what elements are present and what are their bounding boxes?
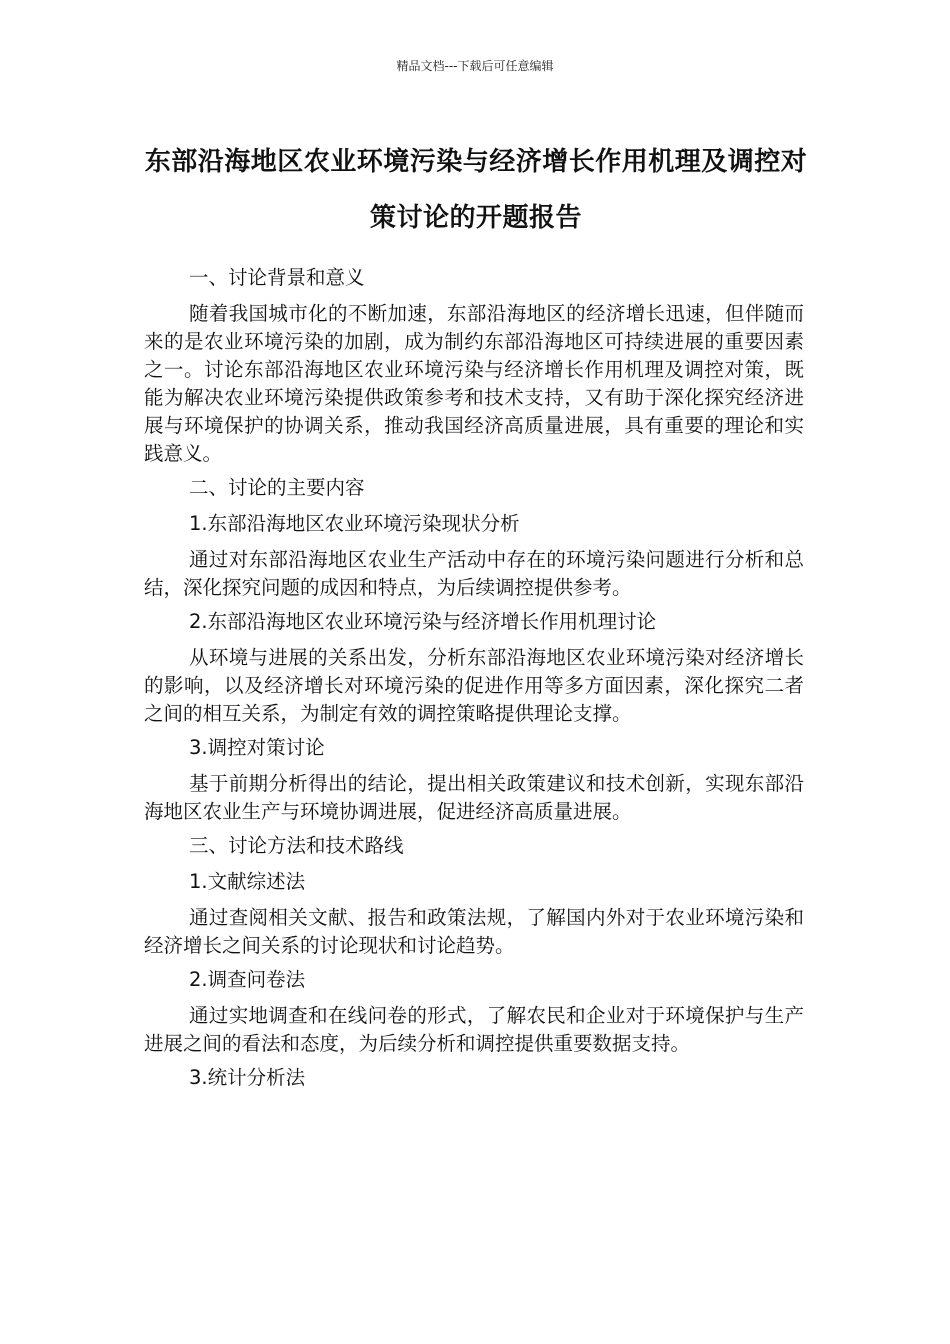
subsection-heading: 2.调查问卷法 [189,968,306,991]
section-heading: 三、讨论方法和技术路线 [189,834,404,857]
body-paragraph: 通过实地调查和在线问卷的形式，了解农民和企业对于环境保护与生产进展之间的看法和态度，为后续分析和调控提供重要数据支持。 [144,1004,804,1055]
body-paragraph: 通过对东部沿海地区农业生产活动中存在的环境污染问题进行分析和总结，深化探究问题的成因和特点，为后续调控提供参考。 [144,548,804,599]
subsection-heading: 3.统计分析法 [189,1066,306,1089]
page-header: 精品文档---下载后可任意编辑 [396,59,554,73]
subsection-heading: 1.东部沿海地区农业环境污染现状分析 [189,512,520,535]
subsection-heading: 1.文献综述法 [189,870,306,893]
body-paragraph: 基于前期分析得出的结论，提出相关政策建议和技术创新，实现东部沿海地区农业生产与环境协调进展，促进经济高质量进展。 [144,772,804,823]
body-paragraph: 从环境与进展的关系出发，分析东部沿海地区农业环境污染对经济增长的影响，以及经济增长对环境污染的促进作用等多方面因素，深化探究二者之间的相互关系，为制定有效的调控策略提供理论支撑。 [144,646,804,725]
subsection-heading: 3.调控对策讨论 [189,736,325,759]
subsection-heading: 2.东部沿海地区农业环境污染与经济增长作用机理讨论 [189,610,657,633]
body-paragraph: 通过查阅相关文献、报告和政策法规，了解国内外对于农业环境污染和经济增长之间关系的讨论现状和讨论趋势。 [144,906,804,957]
document-title: 东部沿海地区农业环境污染与经济增长作用机理及调控对策讨论的开题报告 [144,147,808,233]
body-paragraph: 随着我国城市化的不断加速，东部沿海地区的经济增长迅速，但伴随而来的是农业环境污染的加剧，成为制约东部沿海地区可持续进展的重要因素之一。讨论东部沿海地区农业环境污染与经济增长作用机理及调控对策，既能为解决农业环境污染提供政策参考和技术支持，又有助于深化探究经济进展与环境保护的协调关系，推动我国经济高质量进展，具有重要的理论和实践意义。 [144,302,804,465]
section-heading: 一、讨论背景和意义 [189,266,365,289]
section-heading: 二、讨论的主要内容 [189,476,365,499]
document-body [144,264,804,1100]
